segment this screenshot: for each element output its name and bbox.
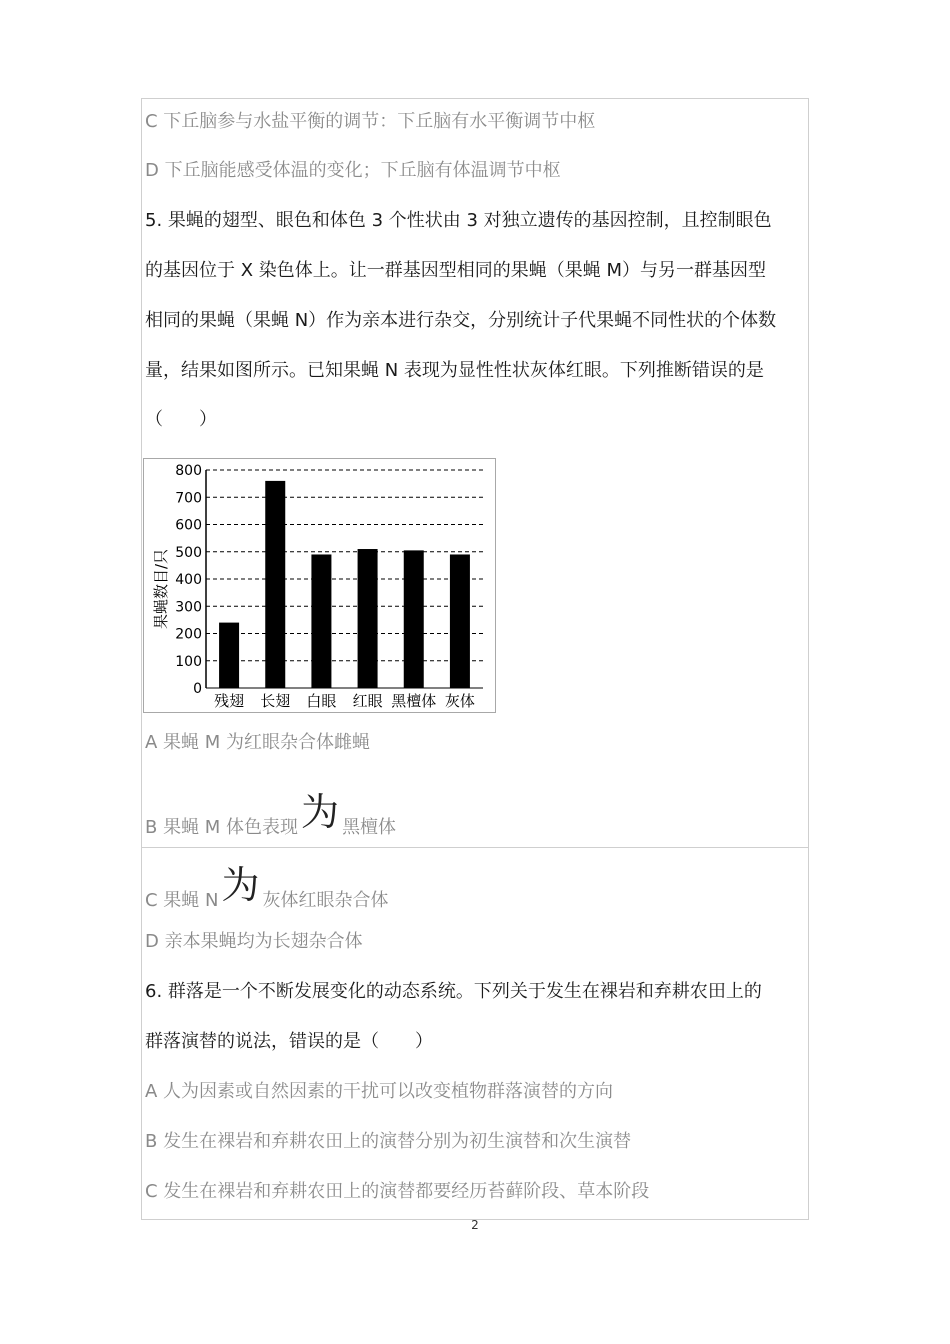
option-d-q5: D 亲本果蝇均为长翅杂合体 <box>145 931 363 952</box>
y-tick-label: 300 <box>175 599 202 616</box>
y-tick-label: 100 <box>175 653 202 670</box>
frame-left-line <box>141 98 142 1220</box>
bar-灰体 <box>450 554 470 688</box>
option-c-q5-large-char: 为 <box>221 863 260 907</box>
question-5-line-2: 的基因位于 X 染色体上。让一群基因型相同的果蝇（果蝇 M）与另一群基因型 <box>145 260 767 281</box>
x-category-label: 残翅 <box>214 692 245 710</box>
option-d-q4: D 下丘脑能感受体温的变化；下丘脑有体温调节中枢 <box>145 160 561 181</box>
frame-right-line <box>808 98 809 1220</box>
section-divider <box>141 847 809 848</box>
option-b-q5-text-2: 黑檀体 <box>342 817 397 838</box>
y-tick-label: 700 <box>175 490 202 507</box>
bar-黑檀体 <box>404 550 424 688</box>
bar-残翅 <box>219 623 239 688</box>
bar-长翅 <box>265 481 285 688</box>
frame-top-line <box>141 98 809 99</box>
option-b-q5 <box>145 790 397 840</box>
bar-白眼 <box>311 554 331 688</box>
page-number: 2 <box>471 1218 479 1232</box>
option-b-q5-large-char: 为 <box>301 790 340 834</box>
x-category-label: 灰体 <box>444 692 475 710</box>
option-c-q5 <box>145 863 389 913</box>
question-6-line-2: 群落演替的说法，错误的是（ ） <box>145 1031 433 1052</box>
y-tick-label: 600 <box>175 517 202 534</box>
y-tick-label: 800 <box>175 463 202 479</box>
option-c-q4: C 下丘脑参与水盐平衡的调节：下丘脑有水平衡调节中枢 <box>145 111 596 132</box>
y-tick-label: 200 <box>175 626 202 643</box>
y-tick-label: 0 <box>193 681 202 697</box>
option-b-q5-text-1: B 果蝇 M 体色表现 <box>145 817 299 838</box>
y-tick-label: 400 <box>175 572 202 588</box>
option-b-q6: B 发生在裸岩和弃耕农田上的演替分别为初生演替和次生演替 <box>145 1131 632 1152</box>
option-a-q5: A 果蝇 M 为红眼杂合体雌蝇 <box>145 732 371 753</box>
question-5-line-1: 5. 果蝇的翅型、眼色和体色 3 个性状由 3 对独立遗传的基因控制，且控制眼色 <box>145 210 772 231</box>
x-category-label: 白眼 <box>306 692 337 710</box>
question-5-line-3: 相同的果蝇（果蝇 N）作为亲本进行杂交，分别统计子代果蝇不同性状的个体数 <box>145 310 777 331</box>
option-c-q6: C 发生在裸岩和弃耕农田上的演替都要经历苔藓阶段、草本阶段 <box>145 1181 650 1202</box>
question-6-line-1: 6. 群落是一个不断发展变化的动态系统。下列关于发生在裸岩和弃耕农田上的 <box>145 981 762 1002</box>
option-c-q5-text-2: 灰体红眼杂合体 <box>262 890 389 911</box>
x-category-label: 红眼 <box>352 692 383 710</box>
bar-chart <box>143 458 496 713</box>
question-5-line-4: 量，结果如图所示。已知果蝇 N 表现为显性性状灰体红眼。下列推断错误的是 <box>145 360 764 381</box>
y-tick-label: 500 <box>175 544 202 561</box>
question-5-answer-blank: （ ） <box>145 409 217 430</box>
x-category-label: 长翅 <box>260 692 291 710</box>
option-c-q5-text-1: C 果蝇 N <box>145 890 219 911</box>
x-category-label: 黑檀体 <box>391 692 437 710</box>
bar-红眼 <box>358 549 378 688</box>
option-a-q6: A 人为因素或自然因素的干扰可以改变植物群落演替的方向 <box>145 1081 614 1102</box>
y-axis-label: 果蝇数目/只 <box>152 548 170 630</box>
